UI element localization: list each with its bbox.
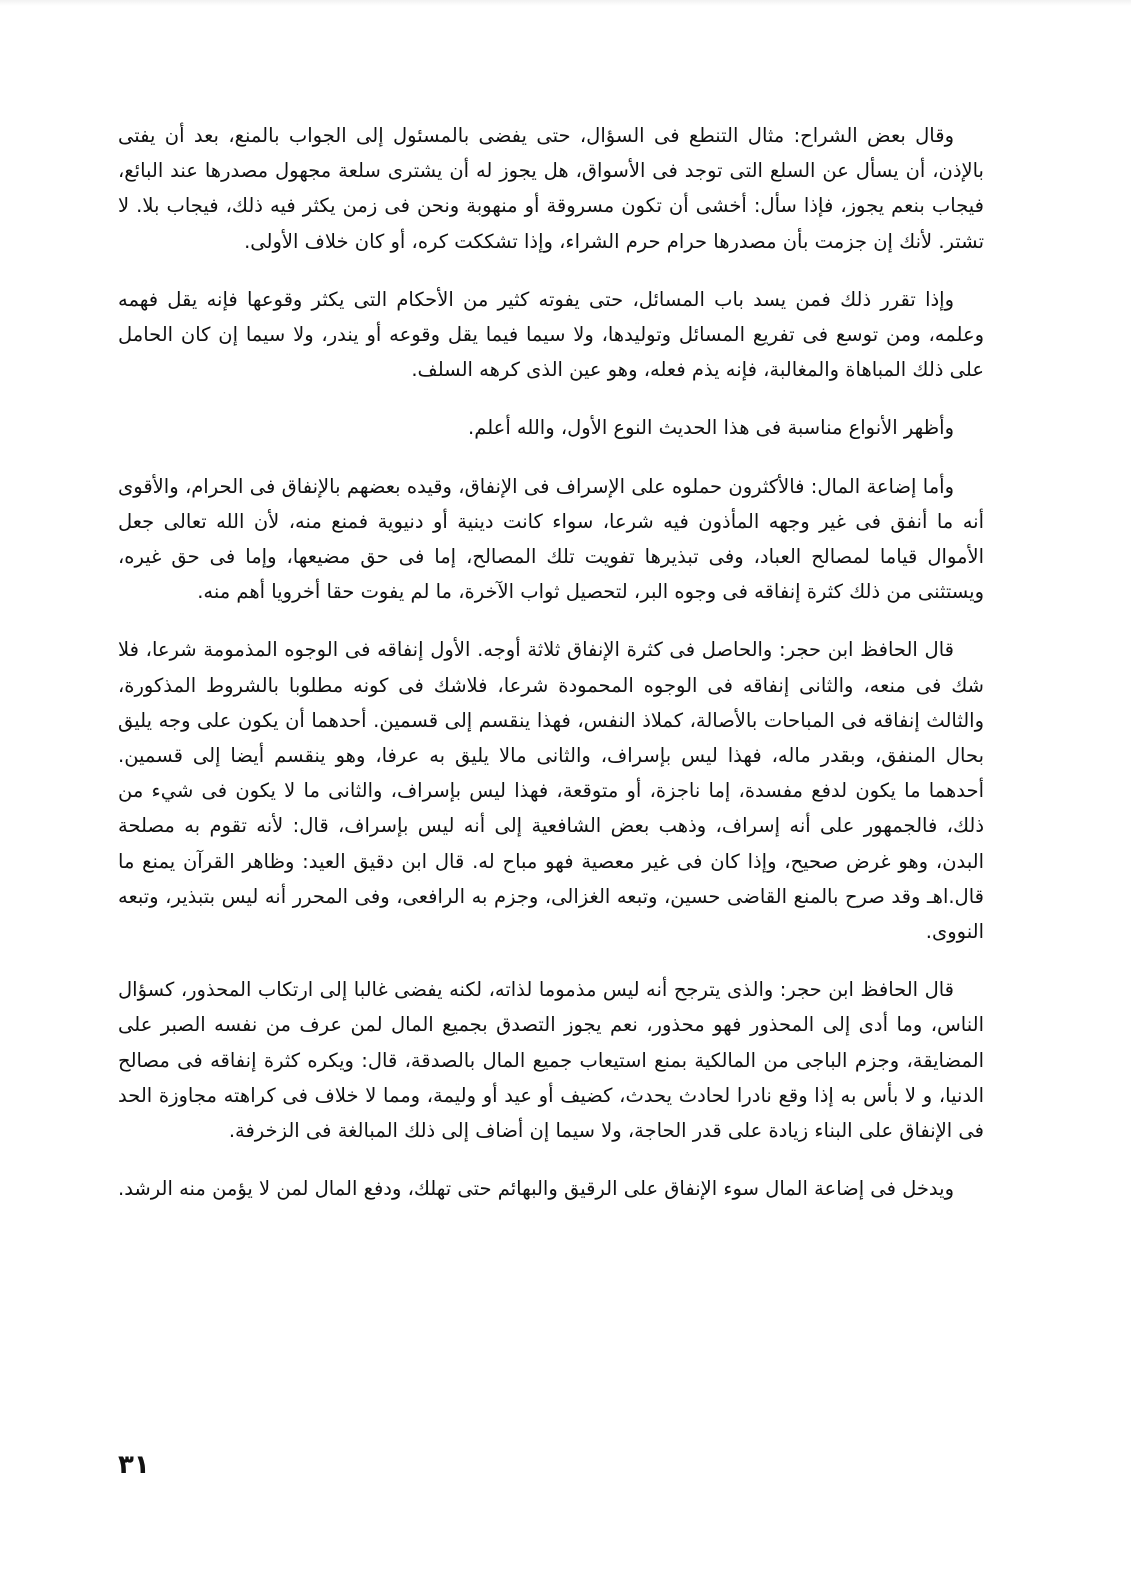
page-body — [118, 118, 984, 1229]
paragraph-7: ويدخل فى إضاعة المال سوء الإنفاق على الرقيق والبهائم حتى تهلك، ودفع المال لمن لا يؤمن منه الرشد. — [118, 1177, 954, 1201]
paragraph-2: وإذا تقرر ذلك فمن يسد باب المسائل، حتى يفوته كثير من الأحكام التى يكثر وقوعها فإنه يقل فهمه وعلمه، ومن توسع فى تفريع المسائل وتوليدها، ولا سيما فيما يقل وقوعه أو يندر، ولا سيما إن كان الحامل على ذلك المباهاة والمغالبة، فإنه يذم فعله، وهو عين الذى كرهه السلف. — [118, 287, 984, 382]
paragraph-1: وقال بعض الشراح: مثال التنطع فى السؤال، حتى يفضى بالمسئول إلى الجواب بالمنع، بعد أن يفتى بالإذن، أن يسأل عن السلع التى توجد فى الأسواق، هل يجوز له أن يشترى سلعة مجهول مصدرها عند البائع، فيجاب بنعم يجوز، فإذا سأل: أخشى أن تكون مسروقة أو منهوبة ونحن فى زمن يكثر فيه ذلك، فيجاب بلا. لا تشتر. لأنك إن جزمت بأن مصدرها حرام حرم الشراء، وإذا تشككت كره، أو كان خلاف الأولى. — [118, 124, 984, 253]
scan-edge — [0, 0, 1131, 6]
paragraph-3: وأظهر الأنواع مناسبة فى هذا الحديث النوع الأول، والله أعلم. — [468, 416, 954, 440]
paragraph-4: وأما إضاعة المال: فالأكثرون حملوه على الإسراف فى الإنفاق، وقيده بعضهم بالإنفاق فى الحرام، والأقوى أنه ما أنفق فى غير وجهه المأذون فيه شرعا، سواء كانت دينية أو دنيوية فمنع منه، لأن الله تعالى جعل الأموال قياما لمصالح العباد، وفى تبذيرها تفويت تلك المصالح، إما فى حق مضيعها، وإما فى حق غيره، ويستثنى من ذلك كثرة إنفاقه فى وجوه البر، لتحصيل ثواب الآخرة، ما لم يفوت حقا أخرويا أهم منه. — [118, 474, 984, 604]
page-number: ٣١ — [118, 1450, 150, 1480]
paragraph-5: قال الحافظ ابن حجر: والحاصل فى كثرة الإنفاق ثلاثة أوجه. الأول إنفاقه فى الوجوه المذمومة شرعا، فلا شك فى منعه، والثانى إنفاقه فى الوجوه المحمودة شرعا، فلاشك فى كونه مطلوبا بالشروط المذكورة، والثالث إنفاقه فى المباحات بالأصالة، كملاذ النفس، فهذا ينقسم إلى قسمين. أحدهما أن يكون على وجه يليق بحال المنفق، وبقدر ماله، فهذا ليس بإسراف، والثانى مالا يليق به عرفا، وهو ينقسم أيضا إلى قسمين. أحدهما ما يكون لدفع مفسدة، إما ناجزة، أو متوقعة، فهذا ليس بإسراف، والثانى ما لا يكون فى شيء من ذلك، فالجمهور على أنه إسراف، وذهب بعض الشافعية إلى أنه ليس بإسراف، قال: لأنه تقوم به مصلحة البدن، وهو غرض صحيح، وإذا كان فى غير معصية فهو مباح له. قال ابن دقيق العيد: وظاهر القرآن يمنع ما قال.اهـ وقد صرح بالمنع القاضى حسين، وتبعه الغزالى، وجزم به الرافعى، وفى المحرر أنه ليس بتبذير، وتبعه النووى. — [118, 638, 984, 944]
paragraph-6: قال الحافظ ابن حجر: والذى يترجح أنه ليس مذموما لذاته، لكنه يفضى غالبا إلى ارتكاب المحذور، كسؤال الناس، وما أدى إلى المحذور فهو محذور، نعم يجوز التصدق بجميع المال لمن عرف من نفسه الصبر على المضايقة، وجزم الباجى من المالكية بمنع استيعاب جميع المال بالصدقة، قال: ويكره كثرة إنفاقه فى مصالح الدنيا، و لا بأس به إذا وقع نادرا لحادث يحدث، كضيف أو عيد أو وليمة، ومما لا خلاف فى كراهته مجاوزة الحد فى الإنفاق على البناء زيادة على قدر الحاجة، ولا سيما إن أضاف إلى ذلك المبالغة فى الزخرفة. — [118, 978, 984, 1143]
